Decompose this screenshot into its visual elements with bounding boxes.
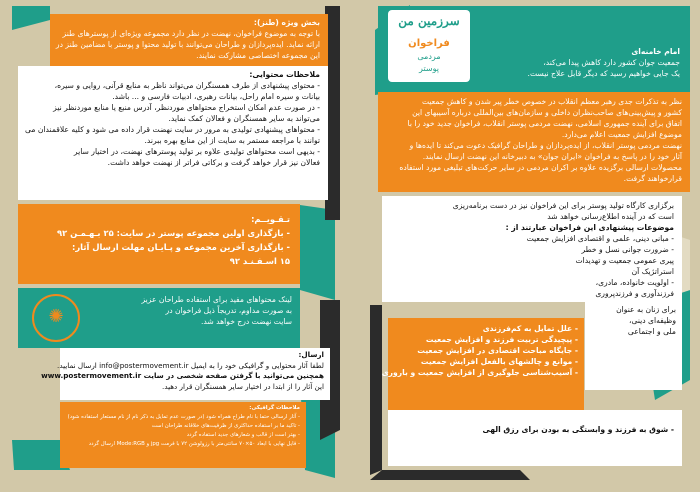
highlight-line: - پیچیدگی تربیت فرزند و افزایش جمعیت	[425, 335, 578, 344]
intro-quote	[475, 46, 680, 79]
topics-panel	[382, 196, 682, 302]
note-line: فعالان نیز قرار خواهد گرفت و برکاتی فراتر از نهضت خواهد داشت.	[107, 158, 320, 167]
logo	[388, 10, 470, 82]
schedule-line: ۱۵ اسـفـنـد ۹۲	[229, 256, 290, 266]
topic-line: فرزندآوری و فرزندپروری	[595, 289, 674, 298]
highlight-line: - علل تمایل به کم‌فرزندی	[482, 324, 578, 333]
section-title: بخش ویژه (طنز):	[253, 18, 320, 27]
logo-line3: پوستر	[419, 64, 439, 73]
intro-line: جمعیت جوان کشور دارد کاهش پیدا می‌کند،	[543, 58, 680, 67]
call-description-panel	[378, 92, 690, 192]
note-line: - بدیهی است محتواهای تولیدی علاوه بر تولید پوسترهای نهضت، در اختیار سایر	[73, 147, 320, 156]
topics-panel-continued	[585, 302, 682, 390]
note-line: می‌تواند به سایر همسنگران و فعالان کمک نماید.	[168, 114, 320, 123]
intro-panel	[378, 6, 690, 92]
highlight-line: - شوق به فرزند و وابستگی به بودن برای رزق الهی	[482, 425, 674, 434]
topic-line: وظیفه‌ای دینی،	[629, 316, 676, 325]
satire-section-panel	[50, 14, 328, 66]
links-line: لینک محتواهای مفید برای استفاده طراحان عزیز	[141, 295, 292, 304]
logo-line2: مردمی	[417, 52, 441, 61]
content-notes-panel	[18, 66, 328, 200]
topic-line: است که در آینده اطلاع‌رسانی خواهد شد	[547, 212, 674, 221]
links-line: سایت نهضت درج خواهد شد.	[201, 317, 292, 326]
description-line: نهضت مردمی پوستر انقلاب، از ایده‌پردازان و طراحان گرافیک دعوت می‌کند تا ایده‌ها و	[409, 141, 682, 150]
topic-heading: موضوعات پیشنهادی این فراخوان عبارتند از :	[505, 223, 674, 232]
schedule-line: - بازگذاری اولین مجموعه پوستر در سایت: ۲۵ بـهـمـن ۹۲	[57, 228, 290, 238]
emblem-glyph: ✺	[48, 306, 64, 327]
description-line: کشور و پیش‌بینی‌های صاحب‌نظران داخلی و سازمان‌های بین‌المللی درباره آسیبهای این	[412, 108, 682, 117]
logo-title: فراخوان	[408, 38, 450, 49]
topic-line: - مبانی دینی، علمی و اقتصادی افزایش جمعیت	[526, 234, 674, 243]
intro-line: یک جایی خواهیم رسید که دیگر قابل علاج نیست.	[527, 69, 680, 78]
section-title: ملاحظات گرافیکی:	[249, 405, 300, 411]
graphic-note-line: - بهتر است از قالب و شعارهای جدید استفاده گردد	[186, 432, 300, 438]
graphic-note-line: - فایل نهایی با ابعاد ۵۰×۷۰ سانتی‌متر با رزولوشن ۷۲ با فرمت jpg و Mode:RGB ارسال گردد	[88, 441, 300, 447]
links-line: به صورت مداوم، تدریجاً ذیل فراخوان در	[165, 306, 292, 315]
satire-line: ارائه نماید. ایده‌پردازان و طراحان می‌توانند با تولید محتوا و پوستر با مضامین طنز در	[55, 40, 320, 49]
submission-line: لطفا آثار محتوایی و گرافیکی خود را به ایمیل info@postermovement.ir ارسال نمایید.	[57, 360, 324, 370]
topic-line: - ضرورت جوانی نسل و خطر	[581, 245, 674, 254]
graphic-notes-panel	[60, 402, 306, 468]
description-line: نظر به تذکرات جدی رهبر معظم انقلاب در خصوص خطر پیر شدن و کاهش جمعیت	[421, 97, 682, 106]
topic-line: برای زنان به عنوان	[616, 305, 676, 314]
topic-line: پیری عمومی جمعیت و تهدیدات	[575, 256, 674, 265]
submission-panel	[41, 348, 330, 400]
submission-line: همچنین می‌توانید با گرفتن صفحه شخصی در سایت www.postermovement.ir	[41, 371, 324, 380]
topic-line: استراتژیک آن	[631, 267, 674, 276]
satire-line: این مجموعه اختصاصی مشارکت نمایند.	[196, 51, 320, 60]
topic-line: برگزاری کارگاه تولید پوستر برای این فراخوان نیز در دست برنامه‌ریزی	[452, 201, 674, 210]
highlight-line: - جایگاه مباحث اقتصادی در افزایش جمعیت	[417, 346, 578, 355]
description-line: اتفاق برای آینده جمهوری اسلامی، نهضت مردمی پوستر انقلاب، فراخوان جدید خود را با	[407, 119, 682, 128]
logo-art: سرزمین من	[398, 14, 460, 28]
satire-line: با توجه به موضوع فراخوان، نهضت در نظر دارد مجموعه ویژه‌ای از پوسترهای طنز	[62, 29, 320, 38]
note-line: - محتواهای پیشنهادی تولیدی به مرور در سایت نهضت قرار داده می شود و کلیه علاقمندان می	[25, 125, 320, 134]
note-line: توانند با مراجعه مستمر به سایت از این منابع بهره ببرند.	[144, 136, 320, 145]
description-line: آثار خود را در پاسخ به فراخوان «ایران جوان» به دبیرخانه این نهضت ارسال نمایند.	[422, 152, 682, 161]
calligraphy-emblem	[32, 294, 80, 342]
note-line: - در صورت عدم امکان استخراج محتواهای موردنظر، آدرس منبع یا منابع موردنظر نیز	[53, 103, 320, 112]
intro-line: امام خامنه‌ای	[631, 47, 680, 56]
note-line: - محتوای پیشنهادی از طرف همسنگران می‌تواند ناظر به منابع قرآنی، روایی و سیره،	[54, 81, 320, 90]
section-title: تـقـویــم:	[251, 214, 290, 224]
topics-footer-panel	[388, 410, 682, 466]
submission-line: این آثار را از ابتدا در اختیار سایر همسنگران قرار دهید.	[162, 381, 324, 391]
section-title: ارسال:	[298, 350, 324, 359]
schedule-panel	[18, 204, 300, 284]
highlight-line: - آسیب‌شناسی جلوگیری از افزایش جمعیت و باروری	[381, 368, 578, 377]
topic-line: ملی و اجتماعی	[627, 327, 676, 336]
description-line: قرارخواهند گرفت.	[623, 174, 682, 183]
topics-highlight-panel	[381, 318, 584, 410]
description-line: محصولات ارسالی برگزیده علاوه بر اکران مردمی در سایر حرکت‌های تبلیغی مورد استفاده	[399, 163, 682, 172]
note-line: بیانات و سیره امام راحل، بیانات رهبری، ادبیات فارسی و ... باشد.	[112, 92, 320, 101]
highlight-line: - موانع و چالشهای بالفعل افزایش جمعیت	[420, 357, 578, 366]
description-line: موضوع افزایش جمعیت اعلام می‌دارد.	[561, 130, 682, 139]
graphic-note-line: - آثار ارسالی حتما با نام طراح همراه شود (در صورت عدم تمایل به ذکر نام از نام مستعار استفاده شود)	[67, 414, 300, 420]
links-panel	[18, 288, 300, 348]
topic-line: - اولویت خانواده، مادری،	[595, 278, 674, 287]
section-title: ملاحظات محتوایی:	[249, 70, 320, 79]
graphic-note-line: - تاکید ما بر استفاده حداکثری از ظرفیت‌های خلاقانه طراحان است	[151, 423, 300, 429]
schedule-line: - بازگذاری آخرین مجموعه و پـایـان مهلت ارسال آثار:	[72, 242, 290, 252]
